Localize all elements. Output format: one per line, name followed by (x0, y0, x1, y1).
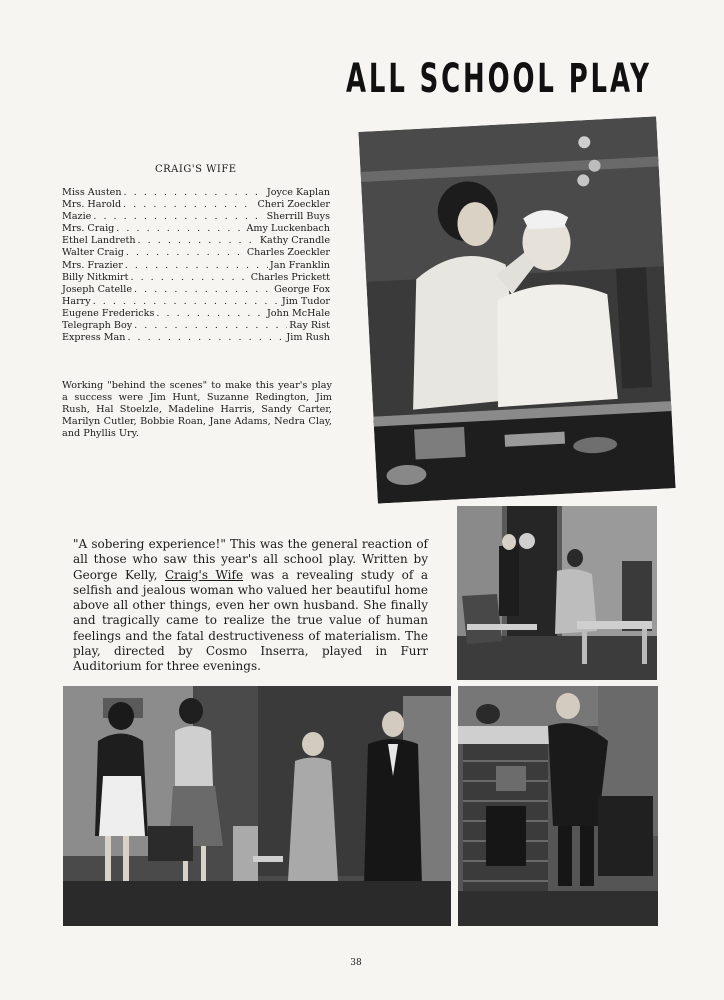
cast-actor: Cheri Zoeckler (257, 199, 330, 211)
crew-paragraph: Working "behind the scenes" to make this year's play a success were Jim Hunt, Suzanne Redington, Jim Rush, Hal Stoelzle, Madeline Harris, Sandy Carter, Marilyn Cutler, Bobbie Roan, Jane Adams, Nedra Clay, and Phyllis Ury. (62, 380, 332, 440)
cast-row (62, 308, 330, 320)
dot-leader (93, 296, 280, 308)
dot-leader (134, 284, 272, 296)
dot-leader (126, 247, 245, 259)
cast-actor: Amy Luckenbach (246, 223, 330, 235)
cast-actor: John McHale (266, 307, 330, 319)
cast-row (62, 223, 330, 235)
cast-actor: George Fox (274, 283, 330, 295)
cast-role: Miss Austen (62, 187, 122, 198)
photo-stage-scene-right (457, 506, 657, 680)
dot-leader (125, 260, 268, 272)
dot-leader (134, 320, 287, 332)
dot-leader (93, 211, 264, 223)
story-paragraph (73, 537, 428, 675)
page-number: 38 (350, 958, 362, 968)
cast-actor: Kathy Crandle (259, 235, 330, 247)
story-text-part2: was a revealing study of a selfish and jealous woman who valued her beautiful home above all other things, even her own husband. She finally and tragically came to realize the true value of human feelings and the fatal destructiveness of materialism. The play, directed by Cosmo Inserra, played in Furr Auditorium for three evenings. (73, 567, 429, 674)
cast-role: Eugene Fredericks (62, 307, 155, 319)
cast-actor: Jim Tudor (281, 295, 330, 307)
cast-role: Mrs. Harold (62, 199, 122, 211)
cast-row (62, 247, 330, 259)
dot-leader (130, 272, 248, 284)
dot-leader (127, 332, 284, 344)
cast-actor: Jim Rush (286, 332, 330, 344)
cast-row (62, 272, 330, 284)
cast-row (62, 320, 330, 332)
cast-role: Billy Nitkmirt (62, 271, 129, 283)
page-title: ALL SCHOOL PLAY (346, 56, 652, 102)
dot-leader (116, 223, 244, 235)
cast-row (62, 332, 330, 344)
cast-actor: Jan Franklin (269, 259, 330, 271)
cast-row (62, 284, 330, 296)
cast-role: Walter Craig (62, 247, 124, 259)
cast-role: Mazie (62, 211, 92, 223)
story-play-name: Craig's Wife (164, 567, 244, 582)
cast-list (62, 187, 330, 344)
dot-leader (156, 308, 265, 320)
cast-row (62, 199, 330, 211)
cast-row (62, 296, 330, 308)
dot-leader (123, 199, 255, 211)
dot-leader (124, 187, 265, 199)
cast-actor: Charles Prickett (250, 271, 330, 283)
cast-role: Ethel Landreth (62, 235, 136, 247)
cast-row (62, 187, 330, 199)
cast-role: Telegraph Boy (62, 320, 133, 332)
photo-makeup-backstage (358, 116, 675, 503)
cast-role: Mrs. Craig (62, 223, 115, 235)
cast-role: Harry (62, 295, 91, 307)
cast-row (62, 235, 330, 247)
dot-leader (138, 235, 258, 247)
cast-role: Mrs. Frazier (62, 259, 123, 271)
story-text-part1: "A sobering experience!" This was the general reaction of all those who saw this year's all school play. Written by George Kelly, (73, 537, 428, 582)
cast-row (62, 260, 330, 272)
cast-actor: Sherrill Buys (266, 211, 330, 223)
cast-row (62, 211, 330, 223)
cast-role: Joseph Catelle (62, 283, 132, 295)
cast-actor: Joyce Kaplan (266, 187, 330, 198)
cast-actor: Charles Zoeckler (246, 247, 330, 259)
photo-fireplace-scene (458, 686, 658, 926)
cast-actor: Ray Rist (289, 320, 330, 332)
play-title: CRAIG'S WIFE (155, 164, 237, 175)
cast-role: Express Man (62, 332, 126, 344)
photo-stage-scene-group (63, 686, 451, 926)
